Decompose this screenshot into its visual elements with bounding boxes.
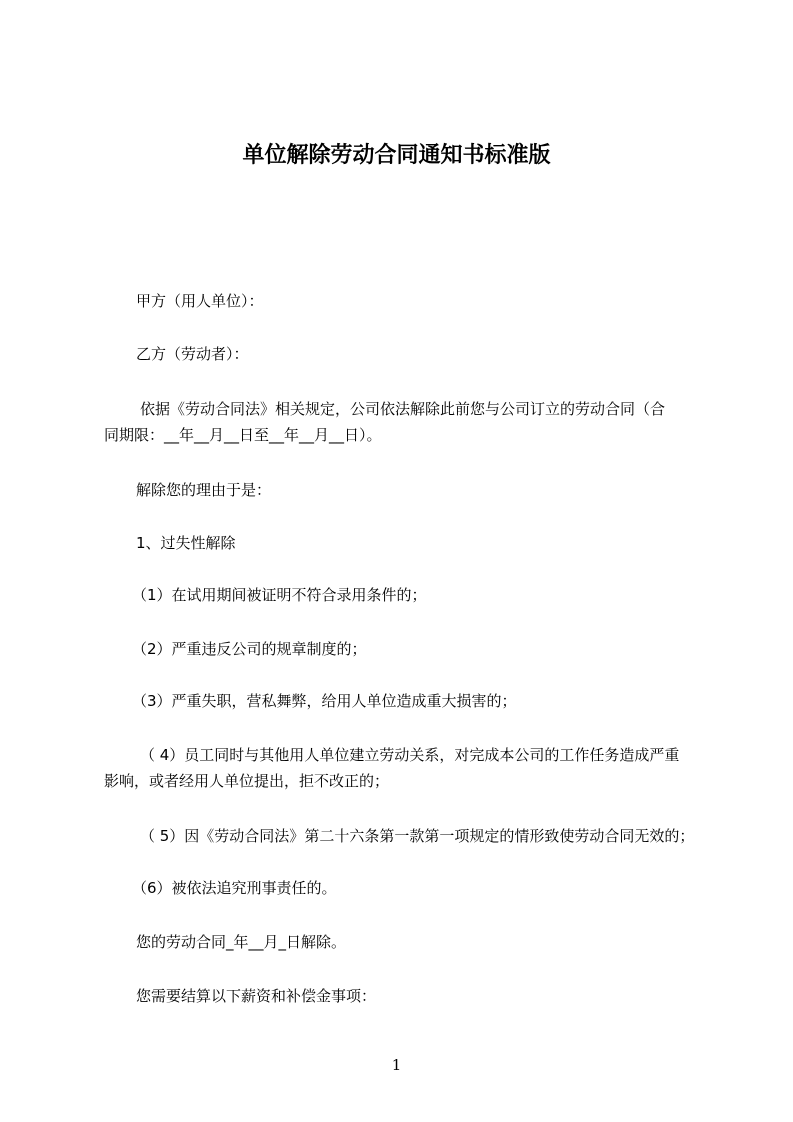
reason-item-4-line-1: （ 4）员工同时与其他用人单位建立劳动关系，对完成本公司的工作任务造成严重 <box>140 746 680 764</box>
legal-basis-line-2: 同期限：__年__月__日至__年__月__日）。 <box>104 426 382 444</box>
legal-basis-line-1: 依据《劳动合同法》相关规定，公司依法解除此前您与公司订立的劳动合同（合 <box>140 400 666 418</box>
reason-item-4-line-2: 影响，或者经用人单位提出，拒不改正的； <box>104 772 390 790</box>
reason-item-6: （6）被依法追究刑事责任的。 <box>132 879 337 897</box>
settlement-intro: 您需要结算以下薪资和补偿金事项： <box>136 987 377 1005</box>
reason-item-1: （1）在试用期间被证明不符合录用条件的； <box>132 586 427 604</box>
reason-item-5: （ 5）因《劳动合同法》第二十六条第一款第一项规定的情形致使劳动合同无效的； <box>140 827 695 845</box>
reason-intro: 解除您的理由于是： <box>136 481 272 499</box>
termination-date-line: 您的劳动合同_年__月_日解除。 <box>136 933 347 951</box>
reason-item-3: （3）严重失职，营私舞弊，给用人单位造成重大损害的； <box>132 692 517 710</box>
party-a-line: 甲方（用人单位）： <box>136 292 264 310</box>
reason-item-2: （2）严重违反公司的规章制度的； <box>132 640 367 658</box>
party-b-line: 乙方（劳动者）： <box>136 345 249 363</box>
document-title: 单位解除劳动合同通知书标准版 <box>242 143 551 168</box>
reason-category-heading: 1、过失性解除 <box>136 534 236 552</box>
page-number: 1 <box>391 1056 402 1074</box>
